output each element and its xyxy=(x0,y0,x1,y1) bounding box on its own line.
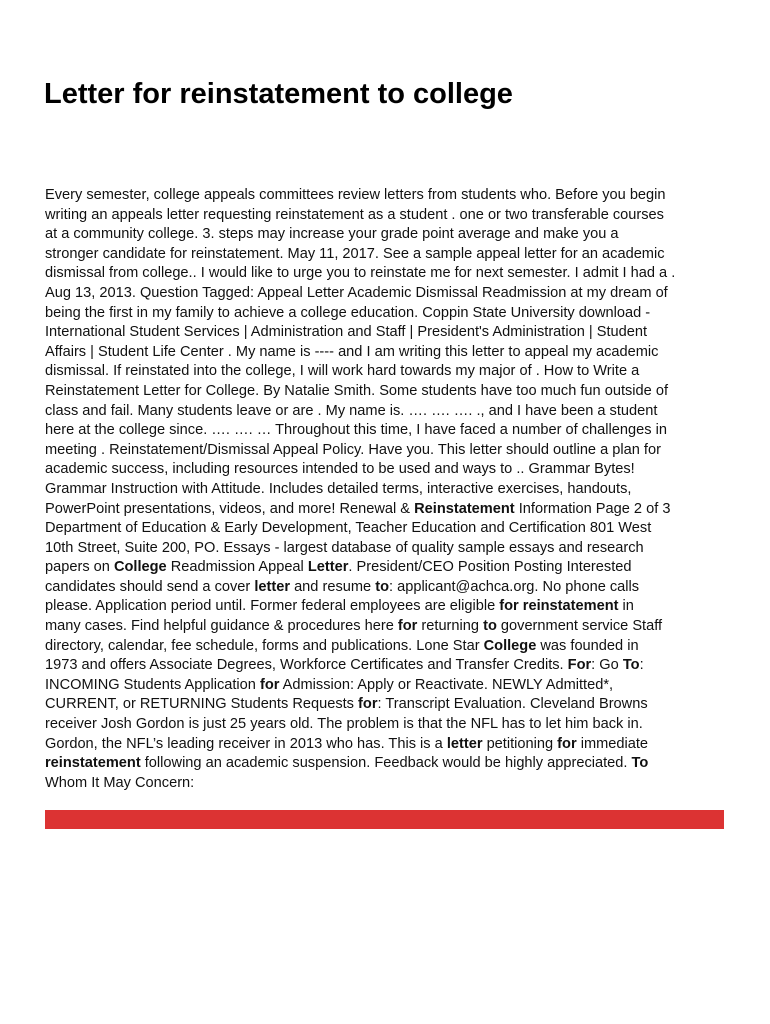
body-line xyxy=(45,460,735,480)
body-line xyxy=(45,206,735,226)
body-text-segment: : Transcript Evaluation. Cleveland Browns xyxy=(377,696,648,713)
body-text-segment: candidates should send a cover xyxy=(45,578,255,595)
body-text-segment: Department of Education & Early Development, Teacher Education and Certification 801 West xyxy=(45,520,652,537)
body-text-segment: at a community college. 3. steps may increase your grade point average and make you a xyxy=(45,226,619,243)
body-line xyxy=(45,578,735,598)
body-text-segment: was founded in xyxy=(536,637,639,654)
bold-keyword: To xyxy=(631,755,649,772)
body-line xyxy=(45,245,735,265)
bold-keyword: for reinstatement xyxy=(499,598,619,615)
body-text-segment: dismissal. If reinstated into the college, I will work hard towards my major of . How to Write a xyxy=(45,363,640,380)
body-text-segment: : xyxy=(639,657,644,674)
body-text-segment: Readmission Appeal xyxy=(166,559,308,576)
body-line xyxy=(45,774,735,794)
bold-keyword: To xyxy=(622,657,640,674)
body-text-segment: Aug 13, 2013. Question Tagged: Appeal Letter Academic Dismissal Readmission at my dream of xyxy=(45,284,668,301)
bold-keyword: Letter xyxy=(307,559,349,576)
body-text-segment: : Go xyxy=(591,657,623,674)
bold-keyword: to xyxy=(375,578,389,595)
body-line xyxy=(45,637,735,657)
body-line xyxy=(45,264,735,284)
body-text-segment: Information Page 2 of 3 xyxy=(514,500,671,517)
body-text-segment: CURRENT, or RETURNING Students Requests xyxy=(45,696,359,713)
body-paragraph xyxy=(45,186,735,793)
bold-keyword: letter xyxy=(446,735,483,752)
body-text-segment: many cases. Find helpful guidance & procedures here xyxy=(45,618,398,635)
body-text-segment: . President/CEO Position Posting Interested xyxy=(348,559,632,576)
bold-keyword: letter xyxy=(254,578,291,595)
body-text-segment: returning xyxy=(417,618,484,635)
body-line xyxy=(45,186,735,206)
body-line xyxy=(45,382,735,402)
body-text-segment: Affairs | Student Life Center . My name is ---- and I am writing this letter to appeal my academic xyxy=(45,343,659,360)
body-line xyxy=(45,304,735,324)
body-text-segment: PowerPoint presentations, videos, and more! Renewal & xyxy=(45,500,415,517)
body-text-segment: Gordon, the NFL’s leading receiver in 2013 who has. This is a xyxy=(45,735,447,752)
page-title: Letter for reinstatement to college xyxy=(44,78,513,110)
body-text-segment: : applicant@achca.org. No phone calls xyxy=(388,578,640,595)
bold-keyword: College xyxy=(113,559,167,576)
body-text-segment: receiver Josh Gordon is just 25 years old. The problem is that the NFL has to let him back in. xyxy=(45,716,643,733)
body-line xyxy=(45,441,735,461)
body-line xyxy=(45,754,735,774)
bold-keyword: for xyxy=(557,735,577,752)
body-text-segment: following an academic suspension. Feedback would be highly appreciated. xyxy=(140,755,632,772)
body-text-segment: International Student Services | Administration and Staff | President's Administration | Student xyxy=(45,324,648,341)
body-line xyxy=(45,617,735,637)
body-text-segment: being the first in my family to achieve a college education. Coppin State University download - xyxy=(45,304,651,321)
body-line xyxy=(45,676,735,696)
body-text-segment: class and fail. Many students leave or are . My name is. …. …. …. ., and I have been a student xyxy=(45,402,658,419)
body-line xyxy=(45,421,735,441)
body-line xyxy=(45,343,735,363)
body-line xyxy=(45,402,735,422)
body-line xyxy=(45,735,735,755)
body-line xyxy=(45,597,735,617)
body-line xyxy=(45,656,735,676)
body-text-segment: Every semester, college appeals committees review letters from students who. Before you begin xyxy=(45,187,666,203)
body-text-segment: INCOMING Students Application xyxy=(45,676,260,693)
bold-keyword: for xyxy=(259,676,280,693)
body-text-segment: please. Application period until. Former federal employees are eligible xyxy=(45,598,500,615)
body-text-segment: academic success, including resources intended to be used and ways to .. Grammar Bytes! xyxy=(45,461,635,478)
body-line xyxy=(45,480,735,500)
body-text-segment: here at the college since. …. …. … Throughout this time, I have faced a number of challenges in xyxy=(45,422,667,439)
bold-keyword: reinstatement xyxy=(45,755,141,772)
body-text-segment: and resume xyxy=(290,578,376,595)
body-text-segment: writing an appeals letter requesting reinstatement as a student . one or two transferable courses xyxy=(45,206,664,223)
body-line xyxy=(45,539,735,559)
body-line xyxy=(45,519,735,539)
body-line xyxy=(45,362,735,382)
body-line xyxy=(45,558,735,578)
body-text-segment: papers on xyxy=(45,559,114,576)
body-line xyxy=(45,500,735,520)
body-line xyxy=(45,284,735,304)
body-text-segment: 1973 and offers Associate Degrees, Workforce Certificates and Transfer Credits. xyxy=(45,657,568,674)
body-text-segment: directory, calendar, fee schedule, forms and publications. Lone Star xyxy=(45,637,484,654)
body-text-segment: Reinstatement Letter for College. By Natalie Smith. Some students have too much fun outside of xyxy=(45,382,668,399)
bold-keyword: for xyxy=(358,696,378,713)
red-divider-bar xyxy=(45,810,724,829)
bold-keyword: to xyxy=(483,618,497,635)
body-line xyxy=(45,323,735,343)
body-text-segment: stronger candidate for reinstatement. May 11, 2017. See a sample appeal letter for an academic xyxy=(45,245,665,262)
body-text-segment: petitioning xyxy=(482,735,558,752)
bold-keyword: Reinstatement xyxy=(414,500,515,517)
body-line xyxy=(45,225,735,245)
bold-keyword: for xyxy=(397,618,418,635)
body-text-segment: Grammar Instruction with Attitude. Includes detailed terms, interactive exercises, handouts, xyxy=(45,480,632,497)
body-text-segment: 10th Street, Suite 200, PO. Essays - largest database of quality sample essays and research xyxy=(45,539,644,556)
body-text-segment: government service Staff xyxy=(496,618,663,635)
body-text-segment: in xyxy=(618,598,634,615)
body-text-segment: Whom It May Concern: xyxy=(45,774,195,791)
body-text-segment: meeting . Reinstatement/Dismissal Appeal Policy. Have you. This letter should outline a plan for xyxy=(45,441,661,458)
bold-keyword: For xyxy=(567,657,592,674)
body-text-segment: Admission: Apply or Reactivate. NEWLY Admitted*, xyxy=(279,676,614,693)
bold-keyword: College xyxy=(483,637,537,654)
body-line xyxy=(45,715,735,735)
body-text-segment: dismissal from college.. I would like to urge you to reinstate me for next semester. I admit I had a . xyxy=(45,265,676,282)
body-text-segment: immediate xyxy=(576,735,649,752)
body-line xyxy=(45,695,735,715)
